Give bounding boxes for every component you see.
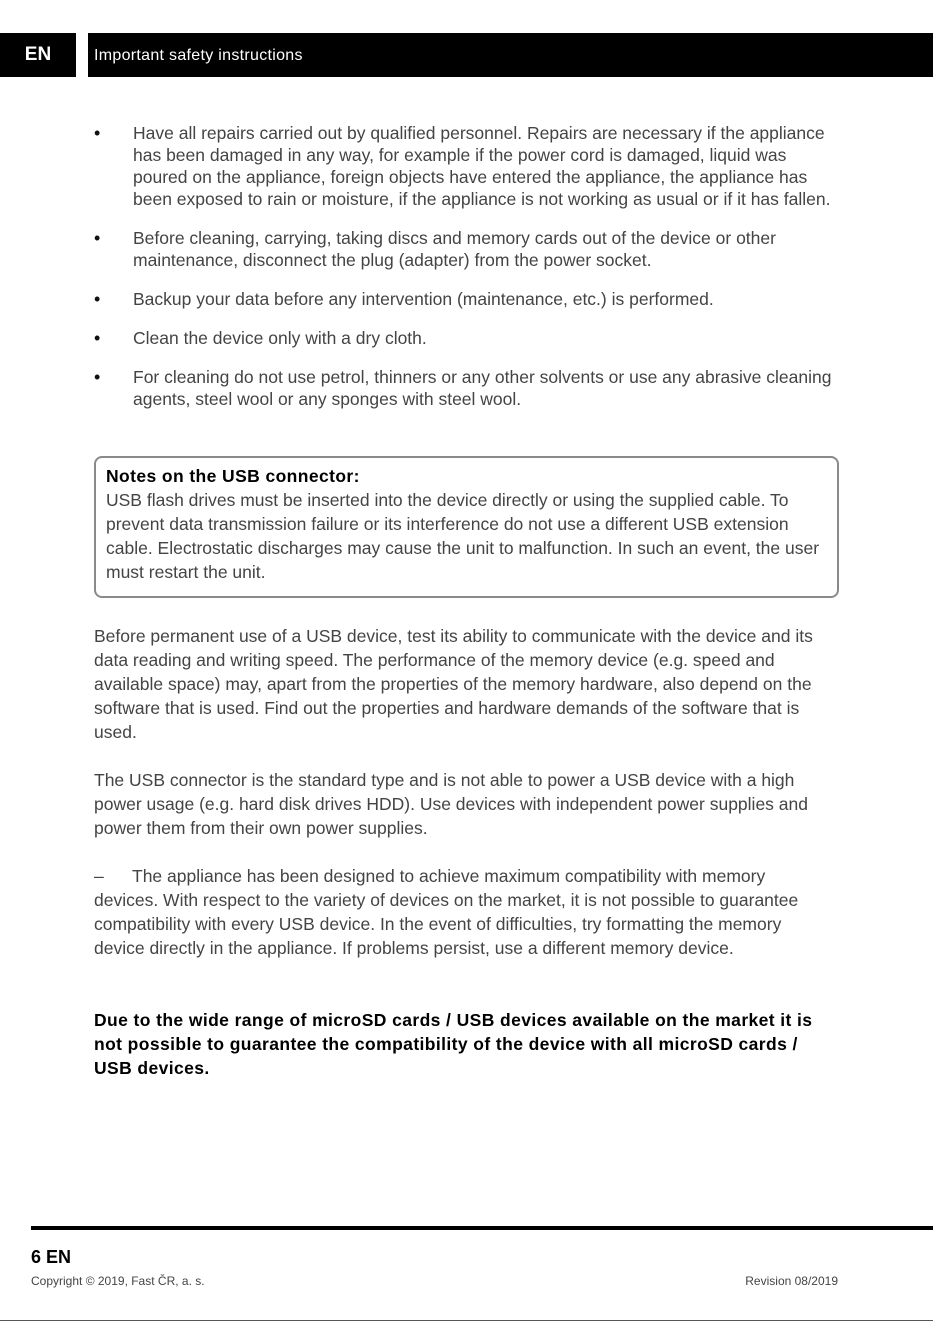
compatibility-warning: Due to the wide range of microSD cards / USB devices available on the market it is not possible to guarantee the compatibility of the device with all microSD cards / USB devices. xyxy=(94,1010,813,1078)
dash-marker: – xyxy=(94,866,104,886)
bullet-text: Before cleaning, carrying, taking discs and memory cards out of the device or other maintenance, disconnect the plug (adapter) from the power socket. xyxy=(133,228,776,270)
section-title: Important safety instructions xyxy=(94,47,303,64)
bullet-item xyxy=(94,327,844,349)
revision-text: Revision 08/2019 xyxy=(745,1274,838,1288)
bullet-text: Clean the device only with a dry cloth. xyxy=(133,328,427,348)
bullet-item xyxy=(94,288,844,310)
usb-note-box xyxy=(94,456,839,598)
bullet-text: Backup your data before any intervention (maintenance, etc.) is performed. xyxy=(133,289,714,309)
bullet-item xyxy=(94,122,844,210)
bullet-icon: • xyxy=(94,289,101,309)
bullet-item xyxy=(94,227,844,271)
safety-bullet-list xyxy=(94,122,844,427)
page-number: 6 EN xyxy=(31,1247,72,1267)
note-title: Notes on the USB connector: xyxy=(106,466,360,486)
language-label: EN xyxy=(0,33,76,77)
page-header xyxy=(0,33,933,77)
bullet-icon: • xyxy=(94,123,101,143)
bullet-item xyxy=(94,366,844,410)
bullet-icon: • xyxy=(94,367,101,387)
header-separator xyxy=(76,33,88,77)
bullet-icon: • xyxy=(94,228,101,248)
bullet-icon: • xyxy=(94,328,101,348)
paragraph-usb-power: The USB connector is the standard type and is not able to power a USB device with a high power usage (e.g. hard disk drives HDD). Use devices with independent power supplies and power them from their own power supplies. xyxy=(94,770,808,838)
bullet-text: For cleaning do not use petrol, thinners or any other solvents or use any abrasive cleaning agents, steel wool or any sponges with steel wool. xyxy=(133,367,832,409)
page-bottom-rule xyxy=(0,1320,933,1321)
copyright-text: Copyright © 2019, Fast ČR, a. s. xyxy=(31,1274,205,1288)
footer-rule xyxy=(31,1226,933,1230)
paragraph-compatibility xyxy=(94,864,834,960)
bullet-text: Have all repairs carried out by qualified personnel. Repairs are necessary if the appliance has been damaged in any way, for example if the power cord is damaged, liquid was poured on the appliance, foreign objects have entered the appliance, the appliance has been exposed to rain or moisture, if the appliance is not working as usual or if it has fallen. xyxy=(133,123,831,209)
compatibility-text: The appliance has been designed to achieve maximum compatibility with memory devices. With respect to the variety of devices on the market, it is not possible to guarantee compatibility with every USB device. In the event of difficulties, try formatting the memory device directly in the appliance. If problems persist, use a different memory device. xyxy=(94,866,799,958)
note-body: USB flash drives must be inserted into the device directly or using the supplied cable. To prevent data transmission failure or its interference do not use a different USB extension cable. Electrostatic discharges may cause the unit to malfunction. In such an event, the user must restart the unit. xyxy=(106,490,820,582)
paragraph-usb-test: Before permanent use of a USB device, test its ability to communicate with the device and its data reading and writing speed. The performance of the memory device (e.g. speed and available space) may, apart from the properties of the memory hardware, also depend on the software that is used. Find out the properties and hardware demands of the software that is used. xyxy=(94,626,813,742)
